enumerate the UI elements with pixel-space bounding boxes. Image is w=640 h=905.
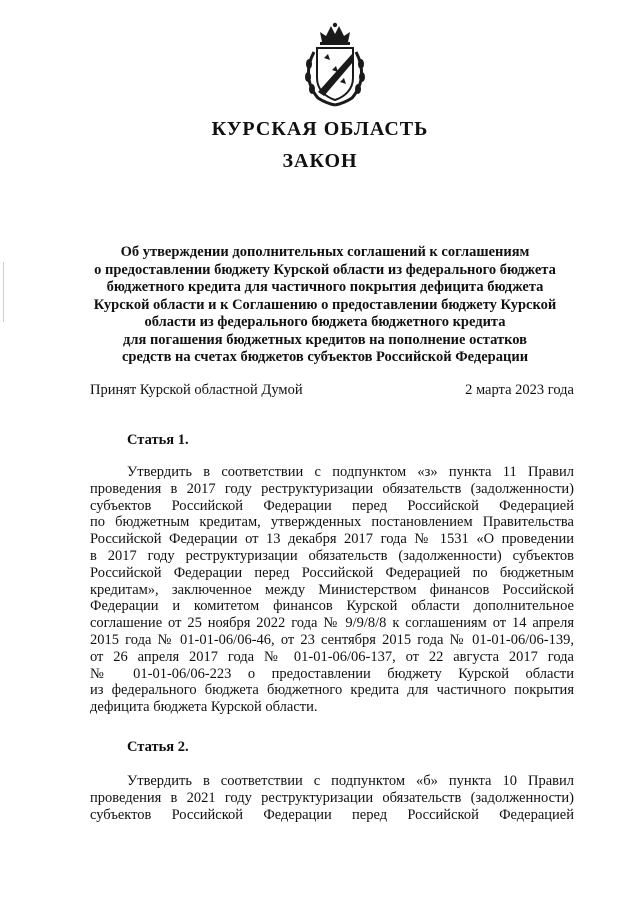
adoption-date: 2 марта 2023 года: [465, 382, 574, 398]
text-line: 2015 года № 01-01-06/06-46, от 23 сентября 2015 года № 01-01-06/06-139,: [90, 631, 574, 648]
text-line: Российской Федерации перед Российской Федерацией по бюджетным: [90, 564, 574, 581]
scan-edge-mark: [3, 262, 4, 322]
text-line: в 2017 году реструктуризации обязательств (задолженности) субъектов: [90, 547, 574, 564]
article-2-heading: Статья 2.: [127, 739, 189, 755]
law-title-line: бюджетного кредита для частичного покрытия дефицита бюджета: [106, 279, 544, 295]
document-type-title: ЗАКОН: [282, 150, 358, 172]
kursk-coat-of-arms-icon: [300, 22, 370, 108]
text-line: Утвердить в соответствии с подпунктом «з» пункта 11 Правил: [127, 464, 574, 480]
text-line: субъектов Российской Федерации перед Российской Федерацией: [90, 806, 574, 823]
law-title-line: о предоставлении бюджету Курской области из федерального бюджета: [94, 261, 556, 278]
law-title-line: средств на счетах бюджетов субъектов Российской Федерации: [121, 349, 529, 365]
law-title-line: Об утверждении дополнительных соглашений к соглашениям: [120, 244, 530, 260]
text-line: субъектов Российской Федерации перед Российской Федерацией: [90, 497, 574, 514]
text-line: проведения в 2021 году реструктуризации обязательств (задолженности): [90, 789, 574, 806]
law-title-line: Курской области и к Соглашению о предоставлении бюджету Курской: [93, 296, 557, 313]
text-line: кредитам», заключенное между Министерством финансов Российской: [90, 581, 574, 598]
law-title-line: для погашения бюджетных кредитов на пополнение остатков: [123, 331, 527, 348]
text-line: по бюджетным кредитам, утвержденных постановлением Правительства: [90, 514, 574, 531]
law-title-line: области из федерального бюджета бюджетного кредита: [144, 314, 506, 330]
text-line: из федерального бюджета бюджетного кредита для частичного покрытия: [90, 682, 574, 699]
adopted-by: Принят Курской областной Думой: [90, 382, 303, 398]
text-line: Утвердить в соответствии с подпунктом «б» пункта 10 Правил: [127, 773, 574, 789]
article-1-text: [90, 464, 574, 716]
text-line: дефицита бюджета Курской области.: [90, 699, 318, 716]
text-line: проведения в 2017 году реструктуризации обязательств (задолженности): [90, 480, 574, 497]
text-line: от 26 апреля 2017 года № 01-01-06/06-137, от 22 августа 2017 года: [90, 648, 574, 665]
region-title: КУРСКАЯ ОБЛАСТЬ: [211, 118, 429, 140]
law-title: [80, 244, 570, 367]
article-2-text: [90, 773, 574, 823]
article-1-heading: Статья 1.: [127, 432, 189, 448]
text-line: соглашение от 25 ноября 2022 года № 9/9/8/8 к соглашениям от 14 апреля: [90, 615, 574, 632]
text-line: № 01-01-06/06-223 о предоставлении бюджету Курской области: [90, 665, 574, 682]
adoption-info: [90, 382, 574, 399]
text-line: Федерации и комитетом финансов Курской области дополнительное: [90, 598, 574, 615]
text-line: Российской Федерации от 13 декабря 2017 года № 1531 «О проведении: [90, 531, 574, 548]
